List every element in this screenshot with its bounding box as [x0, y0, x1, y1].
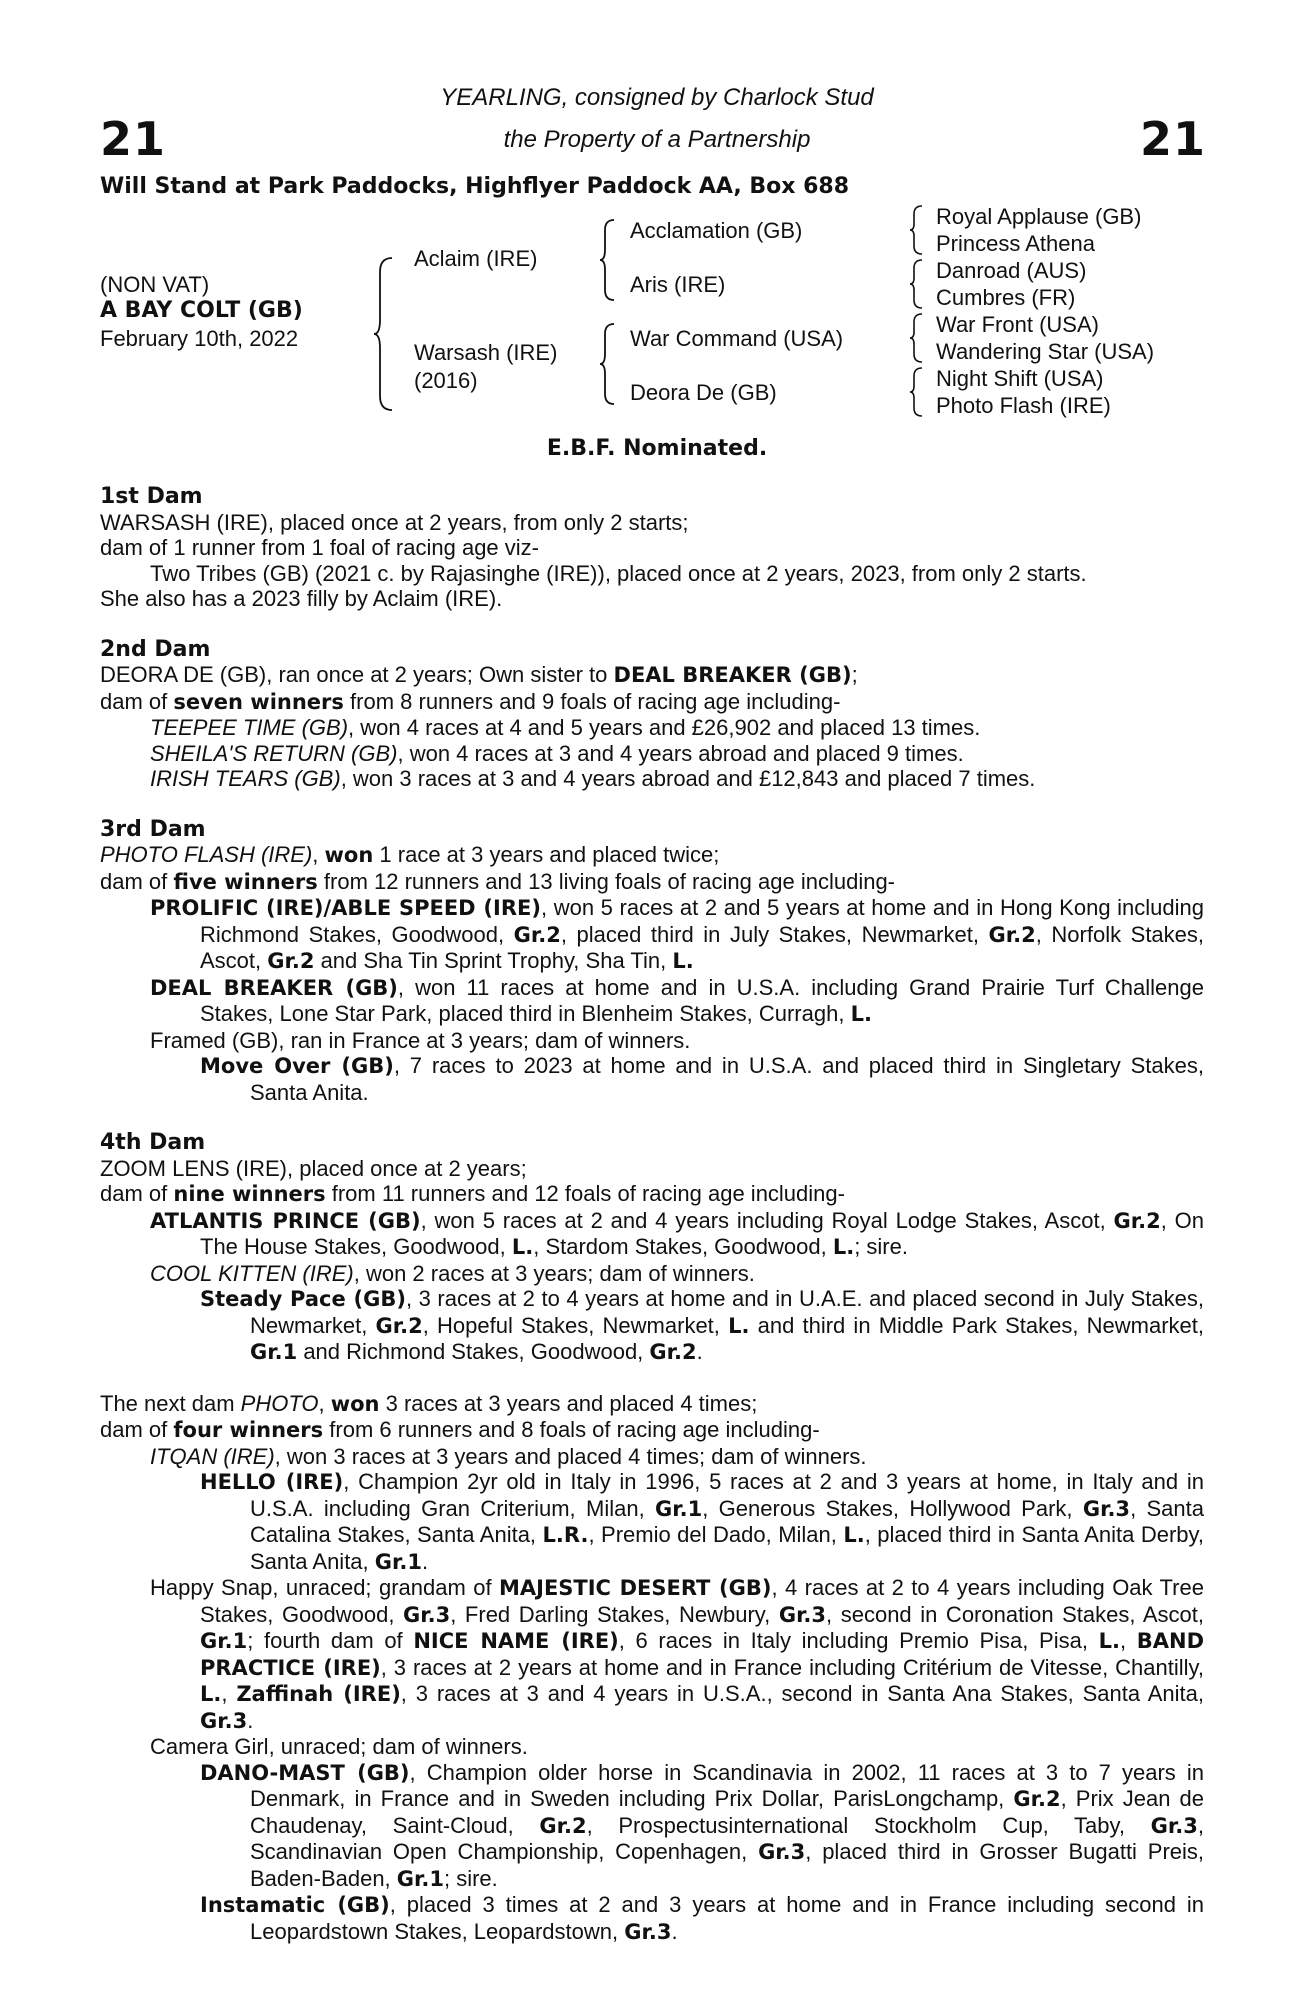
g3-ancestor: War Front (USA) [936, 312, 1099, 337]
progeny-line: SHEILA'S RETURN (GB), won 4 races at 3 and 4 years abroad and placed 9 times. [150, 740, 964, 766]
progeny-line: PROLIFIC (IRE)/ABLE SPEED (IRE), won 5 races at 2 and 5 years at home and in Hong Kong including Richmond Stakes, Goodwood, Gr.2, placed third in July Stakes, Newmarket, Gr.2, Norfolk Stakes, Ascot, Gr.2 and Sha Tin Sprint Trophy, Sha Tin, L. [150, 895, 1205, 973]
progeny-line: TEEPEE TIME (GB), won 4 races at 4 and 5 years and £26,902 and placed 13 times. [150, 715, 981, 740]
dam-line: DEORA DE (GB), ran once at 2 years; Own sister to DEAL BREAKER (GB); [100, 662, 858, 687]
dam-line: dam of seven winners from 8 runners and 9 foals of racing age including- [100, 688, 841, 714]
third-dam-section [100, 817, 1204, 1106]
second-dam-section [100, 637, 1204, 792]
vat-status: (NON VAT) [100, 272, 210, 297]
fourth-dam-section [100, 1130, 1204, 1366]
g3-ancestor: Photo Flash (IRE) [936, 393, 1111, 418]
dam-line: PHOTO FLASH (IRE), won 1 race at 3 years and placed twice; [100, 842, 720, 867]
g3-ancestor: Wandering Star (USA) [936, 339, 1155, 364]
sire: Aclaim (IRE) [414, 246, 538, 271]
dam-line: WARSASH (IRE), placed once at 2 years, from only 2 starts; [100, 509, 689, 535]
pedigree-notes [100, 484, 1204, 1945]
next-dam-section [100, 1391, 1204, 1946]
progeny-line: DANO-MAST (GB), Champion older horse in Scandinavia in 2002, 11 races at 3 to 7 years in Denmark, in France and in Sweden including Prix Dollar, ParisLongchamp, Gr.2, Prix Jean de Chaudenay, Saint-Cloud, Gr.2, Prospectusinternational Stockholm Cup, Taby, Gr.3, Scandinavian Open Championship, Copenhagen, Gr.3, placed third in Grosser Bugatti Preis, Baden-Baden, Gr.1; sire. [200, 1759, 1205, 1891]
progeny-line: HELLO (IRE), Champion 2yr old in Italy in 1996, 5 races at 2 and 3 years at home, in Italy and in U.S.A. including Gran Criterium, Milan, Gr.1, Generous Stakes, Hollywood Park, Gr.3, Santa Catalina Stakes, Santa Anita, L.R., Premio del Dado, Milan, L., placed third in Santa Anita Derby, Santa Anita, Gr.1. [200, 1469, 1205, 1574]
g3-ancestor: Cumbres (FR) [936, 285, 1076, 310]
progeny-line: Camera Girl, unraced; dam of winners. [150, 1734, 528, 1759]
brace-g3-1 [908, 204, 924, 256]
consignor-line: YEARLING, consigned by Charlock Stud [440, 84, 874, 111]
sire-dam: Aris (IRE) [630, 272, 726, 297]
property-line: the Property of a Partnership [503, 126, 811, 153]
dam-line: dam of five winners from 12 runners and 13 living foals of racing age including- [100, 868, 896, 894]
section-heading: 4th Dam [100, 1130, 206, 1155]
lot-number-right: 21 [1140, 112, 1207, 166]
g3-ancestor: Royal Applause (GB) [936, 204, 1142, 229]
first-dam-section [100, 484, 1204, 612]
dam: Warsash (IRE) [414, 340, 558, 365]
brace-g3-2 [908, 258, 924, 310]
progeny-line: COOL KITTEN (IRE), won 2 races at 3 years; dam of winners. [150, 1260, 755, 1286]
foaling-date: February 10th, 2022 [100, 326, 299, 351]
progeny-line: ATLANTIS PRINCE (GB), won 5 races at 2 and 4 years including Royal Lodge Stakes, Ascot, Gr.2, On The House Stakes, Goodwood, L., Stardom Stakes, Goodwood, L.; sire. [150, 1207, 1205, 1259]
section-heading: 1st Dam [100, 484, 203, 509]
stand-location: Will Stand at Park Paddocks, Highflyer Paddock AA, Box 688 [100, 174, 850, 199]
progeny-line: Instamatic (GB), placed 3 times at 2 and 3 years at home and in France including second in Leopardstown Stakes, Leopardstown, Gr.3. [200, 1892, 1204, 1944]
brace-sire [598, 218, 616, 302]
brace-g3-4 [908, 366, 924, 418]
lot-number-left: 21 [100, 112, 167, 166]
sire-sire: Acclamation (GB) [630, 218, 803, 243]
dam-line: dam of 1 runner from 1 foal of racing age viz- [100, 535, 539, 560]
dam-sire: War Command (USA) [630, 326, 844, 351]
section-heading: 2nd Dam [100, 636, 211, 662]
dam-line: dam of four winners from 6 runners and 8 foals of racing age including- [100, 1417, 820, 1442]
section-heading: 3rd Dam [100, 816, 206, 842]
horse-name: A BAY COLT (GB) [100, 298, 303, 323]
brace-dam [598, 322, 616, 406]
progeny-line: DEAL BREAKER (GB), won 11 races at home and in U.S.A. including Grand Prairie Turf Challenge Stakes, Lone Star Park, placed third in Blenheim Stakes, Curragh, L. [150, 974, 1204, 1026]
dam-line: dam of nine winners from 11 runners and 12 foals of racing age including- [100, 1181, 845, 1206]
progeny-line: Steady Pace (GB), 3 races at 2 to 4 years at home and in U.A.E. and placed second in July Stakes, Newmarket, Gr.2, Hopeful Stakes, Newmarket, L. and third in Middle Park Stakes, Newmarket, Gr.1 and Richmond Stakes, Goodwood, Gr.2. [200, 1286, 1204, 1364]
dam-line: The next dam PHOTO, won 3 races at 3 years and placed 4 times; [100, 1390, 758, 1416]
dam-line: She also has a 2023 filly by Aclaim (IRE). [100, 586, 503, 611]
dam-line: ZOOM LENS (IRE), placed once at 2 years; [100, 1155, 527, 1181]
ebf-nomination: E.B.F. Nominated. [546, 436, 768, 461]
brace-g3-3 [908, 312, 924, 364]
g3-ancestor: Danroad (AUS) [936, 258, 1087, 283]
progeny-line: Happy Snap, unraced; grandam of MAJESTIC DESERT (GB), 4 races at 2 to 4 years including Oak Tree Stakes, Goodwood, Gr.3, Fred Darling Stakes, Newbury, Gr.3, second in Coronation Stakes, Ascot, Gr.1; fourth dam of NICE NAME (IRE), 6 races in Italy including Premio Pisa, Pisa, L., BAND PRACTICE (IRE), 3 races at 2 years at home and in France including Critérium de Vitesse, Chantilly, L., Zaffinah (IRE), 3 races at 3 and 4 years in U.S.A., second in Santa Ana Stakes, Santa Anita, Gr.3. [150, 1575, 1204, 1733]
progeny-line: IRISH TEARS (GB), won 3 races at 3 and 4 years abroad and £12,843 and placed 7 times. [150, 766, 1036, 791]
brace-main [372, 256, 394, 412]
g3-ancestor: Night Shift (USA) [936, 366, 1104, 391]
dam-year: (2016) [414, 368, 478, 393]
progeny-line: Two Tribes (GB) (2021 c. by Rajasinghe (IRE)), placed once at 2 years, 2023, from only 2 starts. [150, 560, 1087, 586]
g3-ancestor: Princess Athena [936, 231, 1095, 256]
dam-dam: Deora De (GB) [630, 380, 777, 405]
progeny-line: Move Over (GB), 7 races to 2023 at home and in U.S.A. and placed third in Singletary Stakes, Santa Anita. [200, 1053, 1204, 1105]
progeny-line: Framed (GB), ran in France at 3 years; dam of winners. [150, 1027, 691, 1053]
progeny-line: ITQAN (IRE), won 3 races at 3 years and placed 4 times; dam of winners. [150, 1443, 867, 1469]
